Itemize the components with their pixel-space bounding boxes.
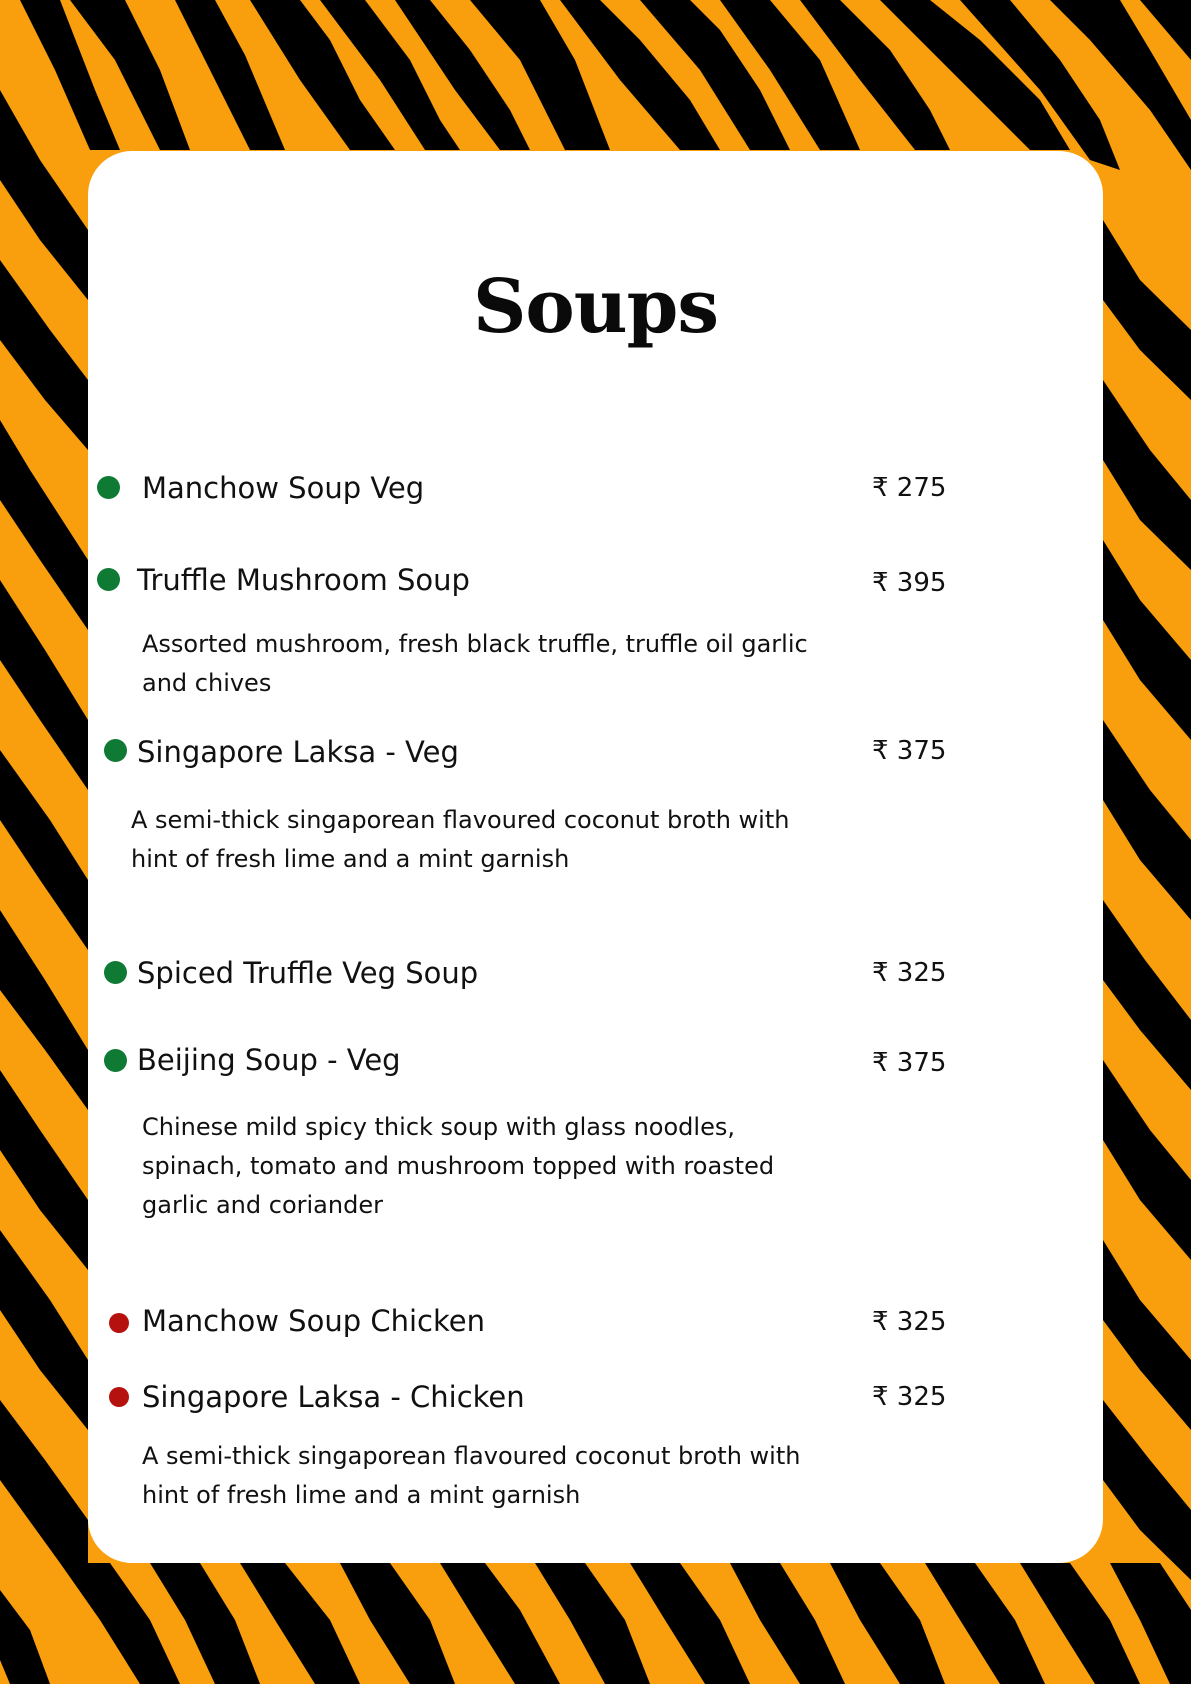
menu-item-name: Beijing Soup - Veg xyxy=(137,1043,401,1077)
menu-item-description: Assorted mushroom, fresh black truffle, truffle oil garlic and chives xyxy=(142,630,808,697)
menu-item-description: A semi-thick singaporean flavoured coconut broth with hint of fresh lime and a mint garnish xyxy=(131,806,790,873)
menu-item-description: A semi-thick singaporean flavoured coconut broth with hint of fresh lime and a mint garnish xyxy=(142,1442,801,1509)
veg-marker-icon xyxy=(97,476,120,499)
menu-item-price: ₹ 325 xyxy=(872,958,947,988)
menu-item-price: ₹ 275 xyxy=(872,473,947,503)
menu-item-name: Manchow Soup Veg xyxy=(142,471,425,505)
veg-marker-icon xyxy=(104,739,127,762)
menu-item-description: Chinese mild spicy thick soup with glass noodles, spinach, tomato and mushroom topped with roasted garlic and coriander xyxy=(142,1113,775,1219)
menu-item-name: Singapore Laksa - Veg xyxy=(137,735,459,769)
menu-item-price: ₹ 375 xyxy=(872,736,947,766)
menu-item-name: Truffle Mushroom Soup xyxy=(137,563,470,597)
veg-marker-icon xyxy=(104,961,127,984)
menu-item-price: ₹ 395 xyxy=(872,568,947,598)
menu-item-price: ₹ 325 xyxy=(872,1307,947,1337)
menu-item-name: Spiced Truffle Veg Soup xyxy=(137,956,479,990)
non-veg-marker-icon xyxy=(109,1387,129,1407)
menu-item-price: ₹ 375 xyxy=(872,1048,947,1078)
veg-marker-icon xyxy=(97,568,120,591)
veg-marker-icon xyxy=(104,1049,127,1072)
menu-item-name: Manchow Soup Chicken xyxy=(142,1304,485,1338)
menu-item-name: Singapore Laksa - Chicken xyxy=(142,1380,525,1414)
menu-item-price: ₹ 325 xyxy=(872,1382,947,1412)
non-veg-marker-icon xyxy=(109,1313,129,1333)
menu-title: Soups xyxy=(472,264,718,350)
